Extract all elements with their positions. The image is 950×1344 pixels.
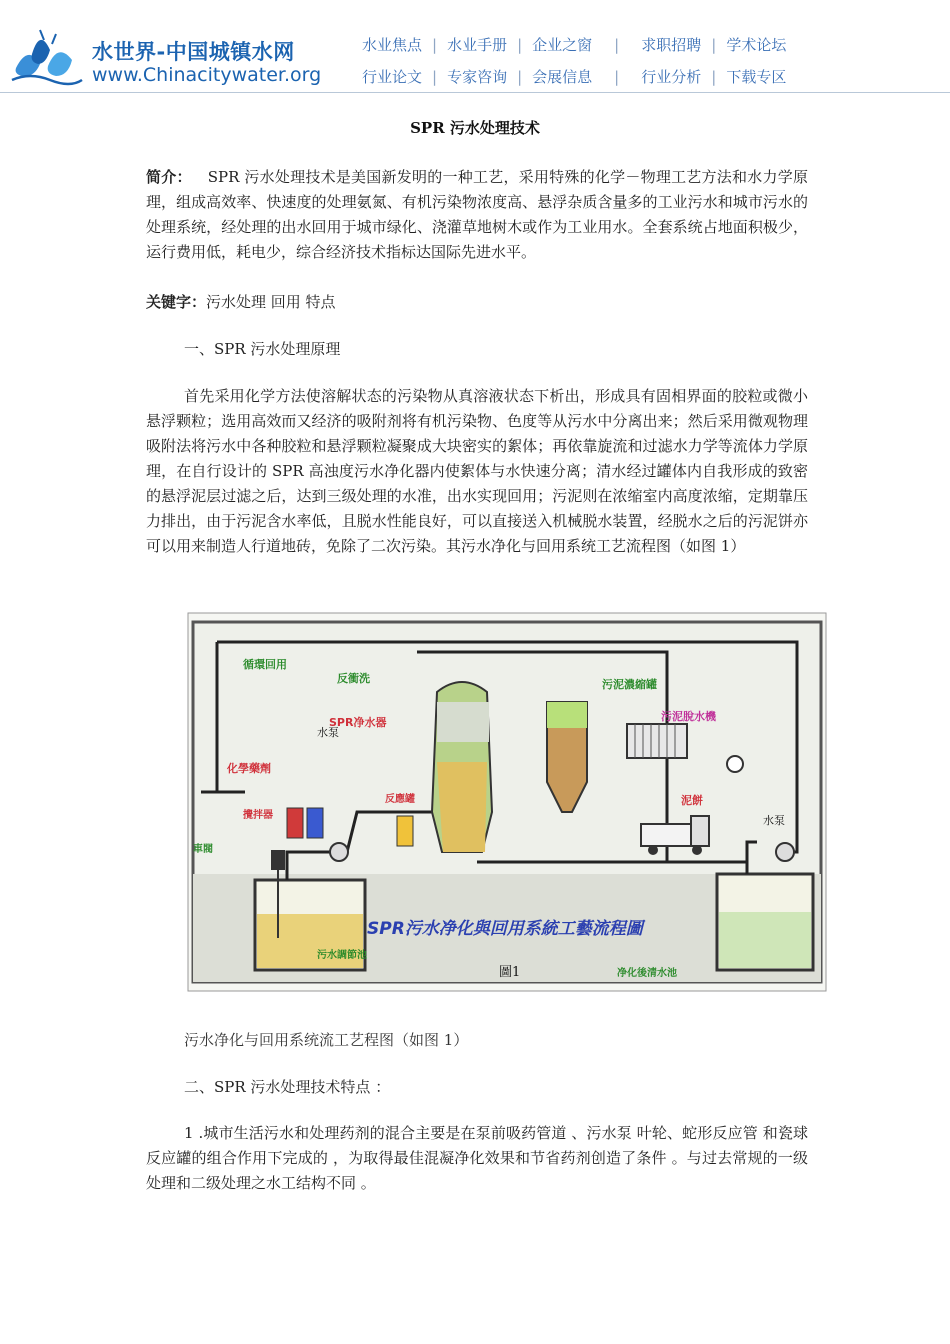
label-reactor: 反應罐 [385,794,415,805]
nav-item-papers[interactable]: 行业论文 [362,68,423,86]
pressure-gauge-icon [727,756,743,772]
label-valve: 車閥 [193,844,213,855]
keywords-label: 关键字： [146,293,207,311]
nav-item-water-focus[interactable]: 水业焦点 [362,36,423,54]
label-sewage-tank: 污水調節池 [317,950,367,961]
sludge-dewatering-machine [627,724,687,758]
process-flow-diagram [187,612,827,992]
nav-row-secondary: 行业论文 | 专家咨询 | 会展信息 | 行业分析 | 下载专区 [362,68,787,86]
pump-1-icon [330,843,348,861]
mixer-motor [271,850,285,870]
nav-item-downloads[interactable]: 下载专区 [726,68,787,86]
chemical-tank-red [287,808,303,838]
keywords-text: 污水处理 回用 特点 [206,293,336,311]
nav-item-jobs[interactable]: 求职招聘 [641,36,702,54]
section2-heading: 二、SPR 污水处理技术特点 ： [184,1078,391,1096]
section1-heading: 一、SPR 污水处理原理 [184,340,341,358]
label-purifier: SPR净水器 [329,716,387,729]
water-drop-logo-icon[interactable] [10,24,84,86]
clean-water [719,912,811,968]
label-recycle: 循環回用 [243,658,287,671]
label-clean-tank: 净化後清水池 [617,968,677,979]
pump-2-icon [776,843,794,861]
nav-item-exhibitions[interactable]: 会展信息 [532,68,593,86]
figure-number: 圖1 [499,965,521,980]
label-pump: 水泵 [317,726,339,739]
nav-item-expert-consult[interactable]: 专家咨询 [447,68,508,86]
nav-item-forum[interactable]: 学术论坛 [726,36,787,54]
mudcake-truck [641,824,691,846]
site-header [0,0,950,93]
figure-caption: 污水净化与回用系统流工艺程图（如图 1） [184,1031,469,1049]
label-mudcake: 泥餅 [681,794,703,807]
label-dewatering: 污泥脫水機 [661,710,716,723]
reactor-tank [397,816,413,846]
intro-text: SPR 污水处理技术是美国新发明的一种工艺，采用特殊的化学－物理工艺方法和水力学原理，组成高效率、快速度的处理氨氮、有机污染物浓度高、悬浮杂质含量多的工业污水和城市污水的处理系统，经处理的出水回用于城市绿化、浇灌草地树木或作为工业用水。全套系统占地面积极少，运行费用低，耗电少，综合经济技术指标达国际先进水平。 [146,168,808,261]
nav-item-water-handbook[interactable]: 水业手册 [447,36,508,54]
section2-body: 1 .城市生活污水和处理药剂的混合主要是在泵前吸药管道 、污水泵 叶轮、蛇形反应管 和瓷球反应罐的组合作用下完成的 ，为取得最佳混凝净化效果和节省药剂创造了条件 。与过去常规的一级处理和二级处理之水工结构不同 。 [146,1124,808,1192]
label-pump-2: 水泵 [763,814,785,827]
label-mixer: 攪拌器 [243,810,273,821]
site-name[interactable]: 水世界-中国城镇水网 [92,40,295,64]
chemical-tank-blue [307,808,323,838]
figure-title: SPR污水净化與回用系統工藝流程圖 [367,919,643,939]
label-backwash: 反衝洗 [337,672,370,685]
purifier-filter-bed [437,702,489,742]
intro-label: 简介： [146,168,192,186]
nav-item-industry-analysis[interactable]: 行业分析 [641,68,702,86]
label-sludge-thickener: 污泥濃縮罐 [602,678,657,691]
nav-row-primary: 水业焦点 | 水业手册 | 企业之窗 | 求职招聘 | 学术论坛 [362,36,787,54]
intro-paragraph [146,165,808,265]
article-title: SPR 污水处理技术 [410,119,540,137]
section1-body: 首先采用化学方法使溶解状态的污染物从真溶液状态下析出，形成具有固相界面的胶粒或微小悬浮颗粒；选用高效而又经济的吸附剂将有机污染物、色度等从污水中分离出来；然后采用微观物理吸附法将污水中各种胶粒和悬浮颗粒凝聚成大块密实的絮体；再依靠旋流和过滤水力学等流体力学原理，在自行设计的 SPR 高浊度污水净化器内使絮体与水快速分离；清水经过罐体内自我形成的致密的悬浮泥层过滤之后，达到三级处理的水准，出水实现回用；污泥则在浓缩室内高度浓缩，定期靠压力排出，由于污泥含水率低，且脱水性能良好，可以直接送入机械脱水装置，经脱水之后的污泥饼亦可以用来制造人行道地砖，免除了二次污染。其污水净化与回用系统工艺流程图（如图 1） [146,387,808,555]
nav-item-enterprise-window[interactable]: 企业之窗 [532,36,593,54]
site-url[interactable]: www.Chinacitywater.org [92,64,322,86]
purifier-sludge-zone [437,762,487,852]
label-chemical: 化學藥劑 [227,762,271,775]
keywords-line [146,290,808,315]
